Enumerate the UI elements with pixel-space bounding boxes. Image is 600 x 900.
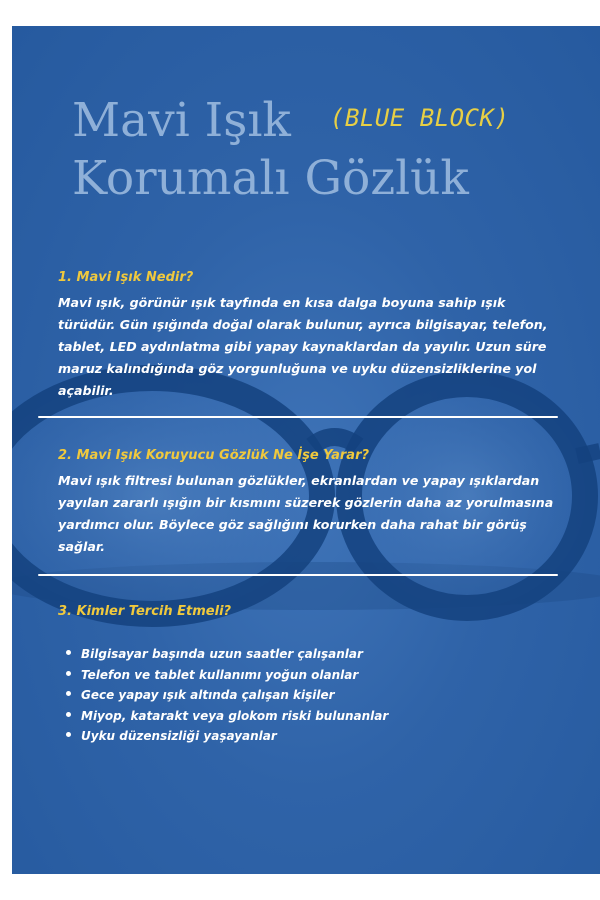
poster — [12, 26, 600, 874]
list-item-text: Gece yapay ışık altında çalışan kişiler — [81, 688, 335, 702]
list-item — [66, 726, 388, 747]
title-line-1: Mavi Işık — [72, 93, 291, 148]
section-heading: 3. Kimler Tercih Etmeli? — [58, 604, 232, 619]
list-item-text: Bilgisayar başında uzun saatler çalışanlar — [81, 647, 363, 661]
section-body: Mavi ışık, görünür ışık tayfında en kısa dalga boyuna sahip ışık türüdür. Gün ışığında doğal olarak bulunur, ayrıca bilgisayar, telefon, tablet, LED aydınlatma gibi yapay kaynaklardan da yayılır. Uzun süre maruz kalındığında göz yorgunluğuna ve uyku düzensizliklerine yol açabilir. — [58, 295, 548, 398]
list-item-text: Telefon ve tablet kullanımı yoğun olanlar — [81, 667, 359, 682]
section-body: Mavi ışık filtresi bulunan gözlükler, ekranlardan ve yapay ışıklardan yayılan zararlı ışığın bir kısmını süzerek gözlerin daha az yorulmasına yardımcı olur. Böylece göz sağlığını korurken daha rahat bir görüş sağlar. — [58, 473, 554, 554]
title-line-2: Korumalı Gözlük — [72, 151, 469, 206]
list-item-text: Uyku düzensizliği yaşayanlar — [81, 729, 277, 743]
bullet-icon — [66, 732, 71, 737]
divider — [38, 416, 558, 418]
section-heading: 1. Mavi Işık Nedir? — [58, 270, 194, 285]
bullet-icon — [66, 671, 71, 676]
bullet-icon — [66, 650, 71, 655]
list-item — [66, 665, 388, 686]
section-what-glasses-do — [58, 446, 558, 558]
section-who-should-prefer — [58, 602, 558, 626]
list-item — [66, 706, 388, 727]
title-tagline: (BLUE BLOCK) — [330, 104, 510, 132]
bullet-icon — [66, 691, 71, 696]
list-item-text: Miyop, katarakt veya glokom riski bulunanlar — [81, 708, 389, 723]
list-item — [66, 644, 388, 665]
divider — [38, 574, 558, 576]
bullet-list — [66, 644, 388, 747]
bullet-icon — [66, 712, 71, 717]
section-what-is-blue-light — [58, 268, 558, 402]
list-item — [66, 685, 388, 706]
section-heading: 2. Mavi Işık Koruyucu Gözlük Ne İşe Yarar? — [58, 448, 370, 463]
